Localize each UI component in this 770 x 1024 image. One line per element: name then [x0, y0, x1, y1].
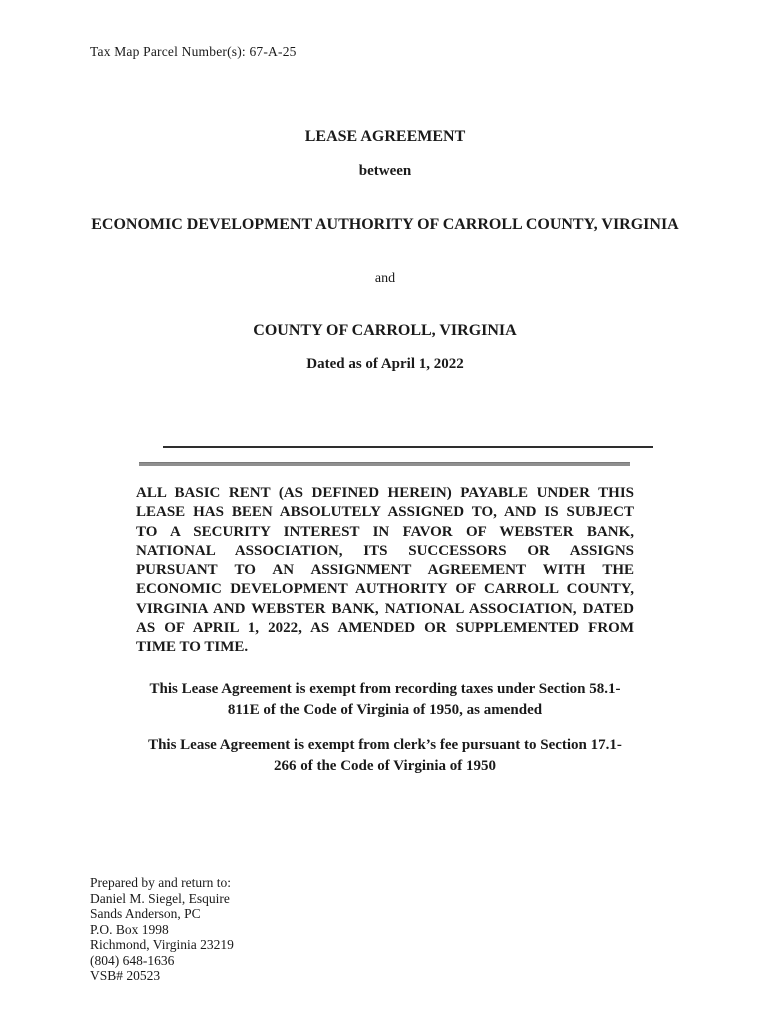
- notice-line: VIRGINIA AND WEBSTER BANK, NATIONAL ASSOCIATION, DATED: [136, 600, 634, 617]
- separator-rule-top: [163, 446, 653, 448]
- party-lessee: COUNTY OF CARROLL, VIRGINIA: [253, 322, 517, 339]
- and-label: and: [374, 271, 396, 286]
- document-title: LEASE AGREEMENT: [304, 128, 466, 145]
- prepared-by-line: Sands Anderson, PC: [90, 906, 201, 921]
- notice-line: TIME TO TIME.: [136, 639, 249, 656]
- exemption-line: This Lease Agreement is exempt from recording taxes under Section 58.1-: [149, 681, 621, 697]
- notice-line: PURSUANT TO AN ASSIGNMENT AGREEMENT WITH THE: [136, 562, 634, 579]
- prepared-by-line: VSB# 20523: [90, 968, 161, 983]
- separator-rule-bottom: [139, 462, 630, 466]
- prepared-by-line: Prepared by and return to:: [90, 875, 231, 890]
- recording-tax-exemption: [136, 679, 634, 721]
- party-lessor: ECONOMIC DEVELOPMENT AUTHORITY OF CARROLL COUNTY, VIRGINIA: [91, 216, 679, 233]
- notice-line: NATIONAL ASSOCIATION, ITS SUCCESSORS OR ASSIGNS: [136, 542, 634, 559]
- assignment-notice: [136, 484, 634, 658]
- notice-line: TO A SECURITY INTEREST IN FAVOR OF WEBSTER BANK,: [136, 523, 634, 540]
- notice-line: ALL BASIC RENT (AS DEFINED HEREIN) PAYABLE UNDER THIS: [136, 485, 634, 501]
- between-label: between: [358, 163, 412, 179]
- tax-parcel-number: Tax Map Parcel Number(s): 67-A-25: [90, 44, 297, 59]
- prepared-by-block: [90, 875, 234, 984]
- clerks-fee-exemption: [136, 735, 634, 777]
- exemption-line: 811E of the Code of Virginia of 1950, as amended: [227, 702, 543, 718]
- notice-line: ECONOMIC DEVELOPMENT AUTHORITY OF CARROLL COUNTY,: [136, 581, 634, 598]
- prepared-by-line: Richmond, Virginia 23219: [90, 937, 234, 952]
- exemption-line: This Lease Agreement is exempt from clerk’s fee pursuant to Section 17.1-: [148, 737, 622, 753]
- exemption-line: 266 of the Code of Virginia of 1950: [273, 758, 497, 774]
- prepared-by-line: P.O. Box 1998: [90, 921, 169, 937]
- prepared-by-line: (804) 648-1636: [90, 952, 175, 968]
- dated-line: Dated as of April 1, 2022: [306, 356, 464, 372]
- notice-line: LEASE HAS BEEN ABSOLUTELY ASSIGNED TO, AND IS SUBJECT: [136, 504, 634, 521]
- notice-line: AS OF APRIL 1, 2022, AS AMENDED OR SUPPLEMENTED FROM: [136, 620, 634, 637]
- prepared-by-line: Daniel M. Siegel, Esquire: [90, 890, 230, 906]
